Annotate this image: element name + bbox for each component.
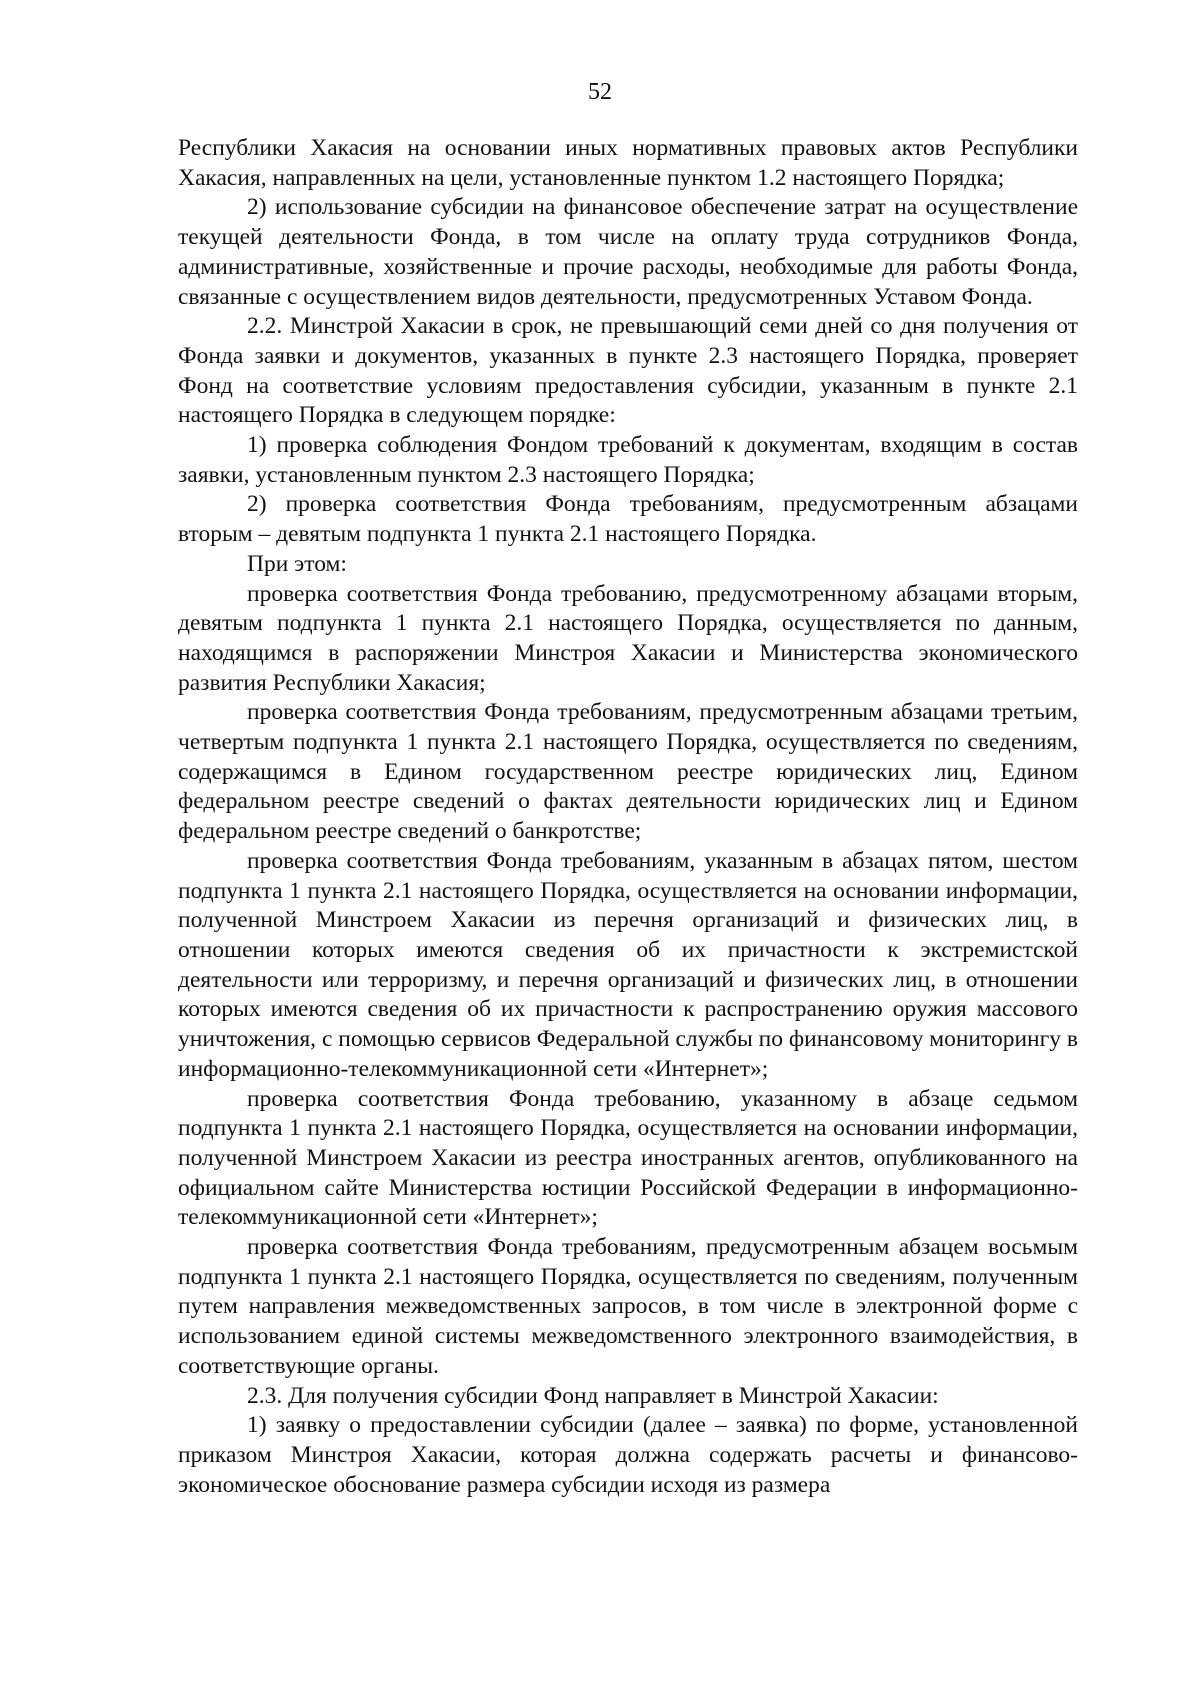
paragraph: проверка соответствия Фонда требованию, указанному в абзаце седьмом подпункта 1 пункта 2.1 настоящего Порядка, осуществляется на основании информации, полученной Минстроем Хакасии из реестра иностранных агентов, опубликованного на официальном сайте Министерства юстиции Российской Федерации в информационно-телекоммуникационной сети «Интернет»; xyxy=(178,1085,1078,1231)
page-number: 52 xyxy=(588,79,612,105)
paragraph: 1) заявку о предоставлении субсидии (далее – заявка) по форме, установленной приказом Минстроя Хакасии, которая должна содержать расчеты и финансово-экономическое обоснование размера субсидии исходя из размера xyxy=(178,1412,1078,1498)
document-body xyxy=(178,134,1078,1500)
paragraph: 2) проверка соответствия Фонда требованиям, предусмотренным абзацами вторым – девятым подпункта 1 пункта 2.1 настоящего Порядка. xyxy=(178,491,1078,548)
paragraph: 2.3. Для получения субсидии Фонд направляет в Минстрой Хакасии: xyxy=(247,1382,939,1409)
paragraph: проверка соответствия Фонда требованиям, указанным в абзацах пятом, шестом подпункта 1 пункта 2.1 настоящего Порядка, осуществляется на основании информации, полученной Минстроем Хакасии из перечня организаций и физических лиц, в отношении которых имеются сведения об их причастности к экстремистской деятельности или терроризму, и перечня организаций и физических лиц, в отношении которых имеются сведения об их причастности к распространению оружия массового уничтожения, с помощью сервисов Федеральной службы по финансовому мониторингу в информационно-телекоммуникационной сети «Интернет»; xyxy=(178,847,1078,1082)
paragraph: 1) проверка соблюдения Фондом требований к документам, входящим в состав заявки, установленным пунктом 2.3 настоящего Порядка; xyxy=(178,432,1078,488)
paragraph: Республики Хакасия на основании иных нормативных правовых актов Республики Хакасия, направленных на цели, установленные пунктом 1.2 настоящего Порядка; xyxy=(178,135,1078,191)
paragraph: проверка соответствия Фонда требованиям, предусмотренным абзацами третьим, четвертым подпункта 1 пункта 2.1 настоящего Порядка, осуществляется по сведениям, содержащимся в Едином государственном реестре юридических лиц, Едином федеральном реестре сведений о фактах деятельности юридических лиц и Едином федеральном реестре сведений о банкротстве; xyxy=(178,699,1078,845)
paragraph: 2.2. Минстрой Хакасии в срок, не превышающий семи дней со дня получения от Фонда заявки и документов, указанных в пункте 2.3 настоящего Порядка, проверяет Фонд на соответствие условиям предоставления субсидии, указанным в пункте 2.1 настоящего Порядка в следующем порядке: xyxy=(178,313,1078,429)
paragraph: проверка соответствия Фонда требованиям, предусмотренным абзацем восьмым подпункта 1 пункта 2.1 настоящего Порядка, осуществляется по сведениям, полученным путем направления межведомственных запросов, в том числе в электронной форме с использованием единой системы межведомственного электронного взаимодействия, в соответствующие органы. xyxy=(178,1234,1078,1379)
paragraph: проверка соответствия Фонда требованию, предусмотренному абзацами вторым, девятым подпункта 1 пункта 2.1 настоящего Порядка, осуществляется по данным, находящимся в распоряжении Минстроя Хакасии и Министерства экономического развития Республики Хакасия; xyxy=(178,580,1078,696)
paragraph: 2) использование субсидии на финансовое обеспечение затрат на осуществление текущей деятельности Фонда, в том числе на оплату труда сотрудников Фонда, административные, хозяйственные и прочие расходы, необходимые для работы Фонда, связанные с осуществлением видов деятельности, предусмотренных Уставом Фонда. xyxy=(178,194,1078,310)
paragraph: При этом: xyxy=(247,550,347,577)
